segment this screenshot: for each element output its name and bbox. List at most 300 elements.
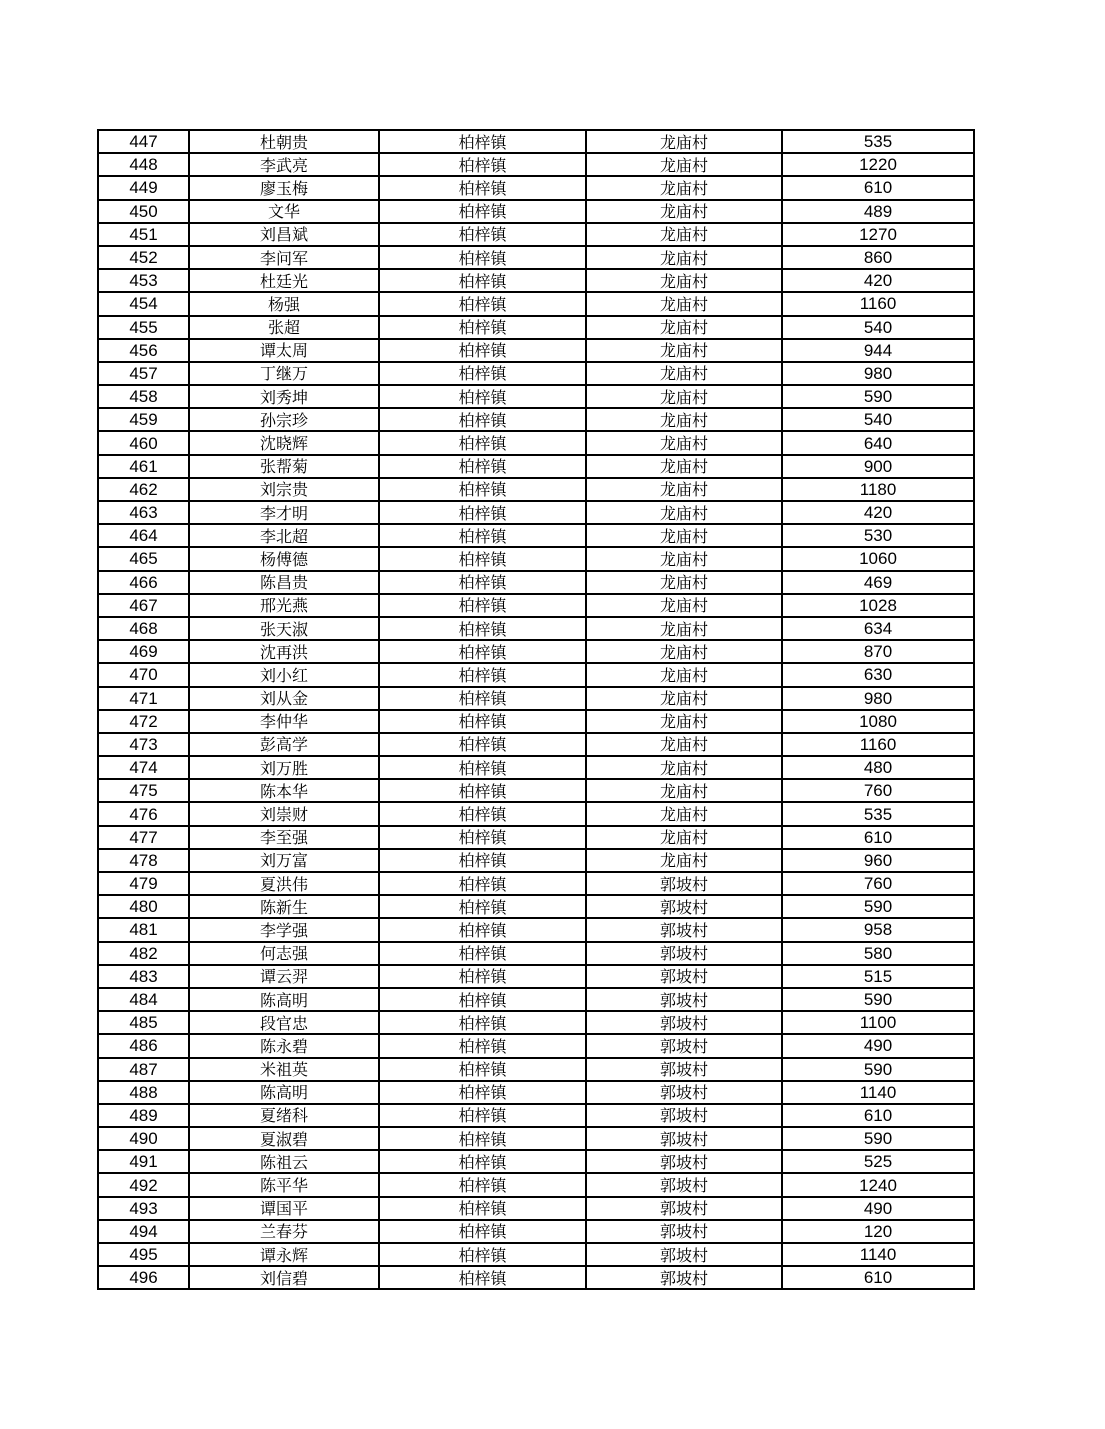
village-cell: 龙庙村 <box>586 153 782 176</box>
amount-cell: 870 <box>782 640 974 663</box>
town-cell: 柏梓镇 <box>379 733 586 756</box>
row-number-cell: 456 <box>98 339 189 362</box>
amount-cell: 1100 <box>782 1011 974 1034</box>
name-cell: 陈祖云 <box>189 1150 379 1173</box>
name-cell: 文华 <box>189 200 379 223</box>
table-row <box>98 362 974 385</box>
row-number-cell: 455 <box>98 316 189 339</box>
row-number-cell: 462 <box>98 478 189 501</box>
town-cell: 柏梓镇 <box>379 826 586 849</box>
table-row <box>98 1266 974 1289</box>
town-cell: 柏梓镇 <box>379 269 586 292</box>
name-cell: 谭云羿 <box>189 965 379 988</box>
village-cell: 郭坡村 <box>586 1081 782 1104</box>
village-cell: 龙庙村 <box>586 501 782 524</box>
town-cell: 柏梓镇 <box>379 663 586 686</box>
amount-cell: 634 <box>782 617 974 640</box>
name-cell: 刘信碧 <box>189 1266 379 1289</box>
name-cell: 谭永辉 <box>189 1243 379 1266</box>
row-number-cell: 473 <box>98 733 189 756</box>
town-cell: 柏梓镇 <box>379 1011 586 1034</box>
town-cell: 柏梓镇 <box>379 246 586 269</box>
village-cell: 龙庙村 <box>586 849 782 872</box>
amount-cell: 760 <box>782 872 974 895</box>
name-cell: 兰春芬 <box>189 1220 379 1243</box>
town-cell: 柏梓镇 <box>379 756 586 779</box>
town-cell: 柏梓镇 <box>379 176 586 199</box>
town-cell: 柏梓镇 <box>379 385 586 408</box>
village-cell: 龙庙村 <box>586 176 782 199</box>
table-row <box>98 895 974 918</box>
village-cell: 龙庙村 <box>586 547 782 570</box>
village-cell: 郭坡村 <box>586 1011 782 1034</box>
town-cell: 柏梓镇 <box>379 130 586 153</box>
village-cell: 郭坡村 <box>586 1150 782 1173</box>
amount-cell: 1220 <box>782 153 974 176</box>
row-number-cell: 458 <box>98 385 189 408</box>
row-number-cell: 475 <box>98 779 189 802</box>
amount-cell: 860 <box>782 246 974 269</box>
row-number-cell: 450 <box>98 200 189 223</box>
town-cell: 柏梓镇 <box>379 918 586 941</box>
row-number-cell: 459 <box>98 408 189 431</box>
table-row <box>98 594 974 617</box>
amount-cell: 760 <box>782 779 974 802</box>
name-cell: 夏洪伟 <box>189 872 379 895</box>
village-cell: 龙庙村 <box>586 756 782 779</box>
row-number-cell: 449 <box>98 176 189 199</box>
table-row <box>98 153 974 176</box>
name-cell: 何志强 <box>189 942 379 965</box>
amount-cell: 540 <box>782 408 974 431</box>
amount-cell: 1140 <box>782 1243 974 1266</box>
row-number-cell: 469 <box>98 640 189 663</box>
row-number-cell: 467 <box>98 594 189 617</box>
table-row <box>98 1197 974 1220</box>
name-cell: 刘小红 <box>189 663 379 686</box>
name-cell: 沈再洪 <box>189 640 379 663</box>
amount-cell: 610 <box>782 826 974 849</box>
amount-cell: 525 <box>782 1150 974 1173</box>
row-number-cell: 494 <box>98 1220 189 1243</box>
row-number-cell: 452 <box>98 246 189 269</box>
village-cell: 郭坡村 <box>586 1127 782 1150</box>
table-row <box>98 988 974 1011</box>
name-cell: 段官忠 <box>189 1011 379 1034</box>
name-cell: 谭国平 <box>189 1197 379 1220</box>
name-cell: 米祖英 <box>189 1058 379 1081</box>
town-cell: 柏梓镇 <box>379 1034 586 1057</box>
town-cell: 柏梓镇 <box>379 988 586 1011</box>
town-cell: 柏梓镇 <box>379 431 586 454</box>
amount-cell: 1240 <box>782 1173 974 1196</box>
village-cell: 郭坡村 <box>586 1197 782 1220</box>
name-cell: 陈本华 <box>189 779 379 802</box>
row-number-cell: 474 <box>98 756 189 779</box>
amount-cell: 944 <box>782 339 974 362</box>
row-number-cell: 466 <box>98 571 189 594</box>
amount-cell: 980 <box>782 362 974 385</box>
village-cell: 郭坡村 <box>586 1220 782 1243</box>
amount-cell: 515 <box>782 965 974 988</box>
village-cell: 龙庙村 <box>586 455 782 478</box>
town-cell: 柏梓镇 <box>379 802 586 825</box>
row-number-cell: 472 <box>98 710 189 733</box>
village-cell: 郭坡村 <box>586 965 782 988</box>
town-cell: 柏梓镇 <box>379 1104 586 1127</box>
village-cell: 龙庙村 <box>586 292 782 315</box>
row-number-cell: 488 <box>98 1081 189 1104</box>
table-row <box>98 246 974 269</box>
table-row <box>98 1220 974 1243</box>
village-cell: 龙庙村 <box>586 687 782 710</box>
table-row <box>98 872 974 895</box>
name-cell: 孙宗珍 <box>189 408 379 431</box>
amount-cell: 1160 <box>782 292 974 315</box>
village-cell: 龙庙村 <box>586 362 782 385</box>
row-number-cell: 483 <box>98 965 189 988</box>
table-row <box>98 1011 974 1034</box>
table-row <box>98 385 974 408</box>
name-cell: 陈高明 <box>189 988 379 1011</box>
amount-cell: 535 <box>782 130 974 153</box>
amount-cell: 640 <box>782 431 974 454</box>
amount-cell: 530 <box>782 524 974 547</box>
table-row <box>98 501 974 524</box>
village-cell: 龙庙村 <box>586 779 782 802</box>
row-number-cell: 454 <box>98 292 189 315</box>
village-cell: 龙庙村 <box>586 617 782 640</box>
village-cell: 龙庙村 <box>586 640 782 663</box>
village-cell: 郭坡村 <box>586 918 782 941</box>
name-cell: 谭太周 <box>189 339 379 362</box>
table-row <box>98 802 974 825</box>
row-number-cell: 492 <box>98 1173 189 1196</box>
name-cell: 廖玉梅 <box>189 176 379 199</box>
village-cell: 郭坡村 <box>586 1034 782 1057</box>
town-cell: 柏梓镇 <box>379 200 586 223</box>
name-cell: 彭高学 <box>189 733 379 756</box>
table-row <box>98 339 974 362</box>
table-row <box>98 130 974 153</box>
row-number-cell: 463 <box>98 501 189 524</box>
row-number-cell: 478 <box>98 849 189 872</box>
amount-cell: 580 <box>782 942 974 965</box>
table-row <box>98 965 974 988</box>
row-number-cell: 451 <box>98 223 189 246</box>
village-cell: 郭坡村 <box>586 1058 782 1081</box>
row-number-cell: 487 <box>98 1058 189 1081</box>
table-row <box>98 849 974 872</box>
name-cell: 李才明 <box>189 501 379 524</box>
name-cell: 夏绪科 <box>189 1104 379 1127</box>
name-cell: 杜朝贵 <box>189 130 379 153</box>
town-cell: 柏梓镇 <box>379 872 586 895</box>
row-number-cell: 453 <box>98 269 189 292</box>
town-cell: 柏梓镇 <box>379 1127 586 1150</box>
amount-cell: 590 <box>782 1127 974 1150</box>
village-cell: 龙庙村 <box>586 524 782 547</box>
town-cell: 柏梓镇 <box>379 594 586 617</box>
name-cell: 杨强 <box>189 292 379 315</box>
town-cell: 柏梓镇 <box>379 710 586 733</box>
table-row <box>98 431 974 454</box>
table-row <box>98 756 974 779</box>
town-cell: 柏梓镇 <box>379 1197 586 1220</box>
amount-cell: 1080 <box>782 710 974 733</box>
name-cell: 刘秀坤 <box>189 385 379 408</box>
table-row <box>98 826 974 849</box>
table-row <box>98 779 974 802</box>
village-cell: 龙庙村 <box>586 710 782 733</box>
town-cell: 柏梓镇 <box>379 1173 586 1196</box>
town-cell: 柏梓镇 <box>379 1243 586 1266</box>
amount-cell: 469 <box>782 571 974 594</box>
row-number-cell: 460 <box>98 431 189 454</box>
amount-cell: 490 <box>782 1034 974 1057</box>
row-number-cell: 486 <box>98 1034 189 1057</box>
amount-cell: 958 <box>782 918 974 941</box>
village-cell: 郭坡村 <box>586 988 782 1011</box>
village-cell: 郭坡村 <box>586 895 782 918</box>
village-cell: 龙庙村 <box>586 478 782 501</box>
name-cell: 刘崇财 <box>189 802 379 825</box>
village-cell: 龙庙村 <box>586 826 782 849</box>
name-cell: 李北超 <box>189 524 379 547</box>
name-cell: 李至强 <box>189 826 379 849</box>
name-cell: 张超 <box>189 316 379 339</box>
town-cell: 柏梓镇 <box>379 1081 586 1104</box>
village-cell: 龙庙村 <box>586 223 782 246</box>
village-cell: 郭坡村 <box>586 872 782 895</box>
table-row <box>98 547 974 570</box>
amount-cell: 1060 <box>782 547 974 570</box>
name-cell: 丁继万 <box>189 362 379 385</box>
amount-cell: 590 <box>782 895 974 918</box>
table-row <box>98 200 974 223</box>
town-cell: 柏梓镇 <box>379 339 586 362</box>
name-cell: 刘昌斌 <box>189 223 379 246</box>
table-row <box>98 571 974 594</box>
row-number-cell: 457 <box>98 362 189 385</box>
table-row <box>98 1150 974 1173</box>
name-cell: 张天淑 <box>189 617 379 640</box>
town-cell: 柏梓镇 <box>379 1150 586 1173</box>
village-cell: 郭坡村 <box>586 1104 782 1127</box>
village-cell: 郭坡村 <box>586 942 782 965</box>
village-cell: 龙庙村 <box>586 733 782 756</box>
name-cell: 陈昌贵 <box>189 571 379 594</box>
amount-cell: 900 <box>782 455 974 478</box>
row-number-cell: 477 <box>98 826 189 849</box>
name-cell: 邢光燕 <box>189 594 379 617</box>
table-row <box>98 478 974 501</box>
data-table <box>97 129 975 1290</box>
table-row <box>98 942 974 965</box>
amount-cell: 420 <box>782 269 974 292</box>
town-cell: 柏梓镇 <box>379 292 586 315</box>
village-cell: 龙庙村 <box>586 571 782 594</box>
table-row <box>98 176 974 199</box>
amount-cell: 489 <box>782 200 974 223</box>
row-number-cell: 496 <box>98 1266 189 1289</box>
village-cell: 龙庙村 <box>586 663 782 686</box>
name-cell: 刘宗贵 <box>189 478 379 501</box>
name-cell: 李仲华 <box>189 710 379 733</box>
amount-cell: 480 <box>782 756 974 779</box>
table-row <box>98 617 974 640</box>
amount-cell: 980 <box>782 687 974 710</box>
row-number-cell: 465 <box>98 547 189 570</box>
amount-cell: 1160 <box>782 733 974 756</box>
table-row <box>98 687 974 710</box>
row-number-cell: 476 <box>98 802 189 825</box>
town-cell: 柏梓镇 <box>379 571 586 594</box>
row-number-cell: 484 <box>98 988 189 1011</box>
town-cell: 柏梓镇 <box>379 408 586 431</box>
row-number-cell: 491 <box>98 1150 189 1173</box>
name-cell: 杨傅德 <box>189 547 379 570</box>
table-row <box>98 292 974 315</box>
name-cell: 陈平华 <box>189 1173 379 1196</box>
row-number-cell: 493 <box>98 1197 189 1220</box>
table-row <box>98 223 974 246</box>
table-row <box>98 733 974 756</box>
town-cell: 柏梓镇 <box>379 524 586 547</box>
town-cell: 柏梓镇 <box>379 895 586 918</box>
table-row <box>98 918 974 941</box>
table-row <box>98 1104 974 1127</box>
village-cell: 龙庙村 <box>586 431 782 454</box>
amount-cell: 1028 <box>782 594 974 617</box>
name-cell: 李问军 <box>189 246 379 269</box>
town-cell: 柏梓镇 <box>379 965 586 988</box>
village-cell: 龙庙村 <box>586 130 782 153</box>
amount-cell: 590 <box>782 988 974 1011</box>
table-row <box>98 408 974 431</box>
row-number-cell: 447 <box>98 130 189 153</box>
name-cell: 陈永碧 <box>189 1034 379 1057</box>
village-cell: 龙庙村 <box>586 200 782 223</box>
table-row <box>98 640 974 663</box>
name-cell: 刘万胜 <box>189 756 379 779</box>
row-number-cell: 495 <box>98 1243 189 1266</box>
table-row <box>98 1127 974 1150</box>
row-number-cell: 468 <box>98 617 189 640</box>
name-cell: 陈高明 <box>189 1081 379 1104</box>
table-row <box>98 455 974 478</box>
village-cell: 龙庙村 <box>586 316 782 339</box>
name-cell: 刘万富 <box>189 849 379 872</box>
town-cell: 柏梓镇 <box>379 1220 586 1243</box>
amount-cell: 610 <box>782 176 974 199</box>
village-cell: 龙庙村 <box>586 385 782 408</box>
town-cell: 柏梓镇 <box>379 455 586 478</box>
amount-cell: 590 <box>782 1058 974 1081</box>
town-cell: 柏梓镇 <box>379 501 586 524</box>
village-cell: 龙庙村 <box>586 339 782 362</box>
town-cell: 柏梓镇 <box>379 849 586 872</box>
name-cell: 陈新生 <box>189 895 379 918</box>
row-number-cell: 480 <box>98 895 189 918</box>
town-cell: 柏梓镇 <box>379 153 586 176</box>
town-cell: 柏梓镇 <box>379 687 586 710</box>
table-row <box>98 1034 974 1057</box>
village-cell: 龙庙村 <box>586 246 782 269</box>
town-cell: 柏梓镇 <box>379 942 586 965</box>
town-cell: 柏梓镇 <box>379 617 586 640</box>
amount-cell: 1270 <box>782 223 974 246</box>
table-row <box>98 269 974 292</box>
village-cell: 龙庙村 <box>586 802 782 825</box>
row-number-cell: 464 <box>98 524 189 547</box>
town-cell: 柏梓镇 <box>379 223 586 246</box>
name-cell: 李武亮 <box>189 153 379 176</box>
table-row <box>98 1173 974 1196</box>
village-cell: 龙庙村 <box>586 408 782 431</box>
name-cell: 李学强 <box>189 918 379 941</box>
row-number-cell: 481 <box>98 918 189 941</box>
village-cell: 龙庙村 <box>586 594 782 617</box>
village-cell: 郭坡村 <box>586 1243 782 1266</box>
name-cell: 沈晓辉 <box>189 431 379 454</box>
town-cell: 柏梓镇 <box>379 316 586 339</box>
row-number-cell: 470 <box>98 663 189 686</box>
row-number-cell: 489 <box>98 1104 189 1127</box>
amount-cell: 630 <box>782 663 974 686</box>
village-cell: 郭坡村 <box>586 1266 782 1289</box>
row-number-cell: 448 <box>98 153 189 176</box>
amount-cell: 420 <box>782 501 974 524</box>
table-body <box>98 130 974 1289</box>
amount-cell: 1140 <box>782 1081 974 1104</box>
name-cell: 张帮菊 <box>189 455 379 478</box>
row-number-cell: 490 <box>98 1127 189 1150</box>
row-number-cell: 461 <box>98 455 189 478</box>
name-cell: 刘从金 <box>189 687 379 710</box>
town-cell: 柏梓镇 <box>379 478 586 501</box>
amount-cell: 610 <box>782 1104 974 1127</box>
amount-cell: 535 <box>782 802 974 825</box>
town-cell: 柏梓镇 <box>379 779 586 802</box>
village-cell: 龙庙村 <box>586 269 782 292</box>
amount-cell: 590 <box>782 385 974 408</box>
row-number-cell: 479 <box>98 872 189 895</box>
table-row <box>98 524 974 547</box>
town-cell: 柏梓镇 <box>379 547 586 570</box>
table-row <box>98 710 974 733</box>
town-cell: 柏梓镇 <box>379 640 586 663</box>
table-row <box>98 1058 974 1081</box>
village-cell: 郭坡村 <box>586 1173 782 1196</box>
name-cell: 夏淑碧 <box>189 1127 379 1150</box>
table-row <box>98 1243 974 1266</box>
amount-cell: 540 <box>782 316 974 339</box>
town-cell: 柏梓镇 <box>379 1058 586 1081</box>
table-row <box>98 316 974 339</box>
table-row <box>98 1081 974 1104</box>
table-row <box>98 663 974 686</box>
name-cell: 杜廷光 <box>189 269 379 292</box>
amount-cell: 120 <box>782 1220 974 1243</box>
amount-cell: 960 <box>782 849 974 872</box>
row-number-cell: 485 <box>98 1011 189 1034</box>
amount-cell: 610 <box>782 1266 974 1289</box>
town-cell: 柏梓镇 <box>379 362 586 385</box>
amount-cell: 490 <box>782 1197 974 1220</box>
row-number-cell: 482 <box>98 942 189 965</box>
town-cell: 柏梓镇 <box>379 1266 586 1289</box>
